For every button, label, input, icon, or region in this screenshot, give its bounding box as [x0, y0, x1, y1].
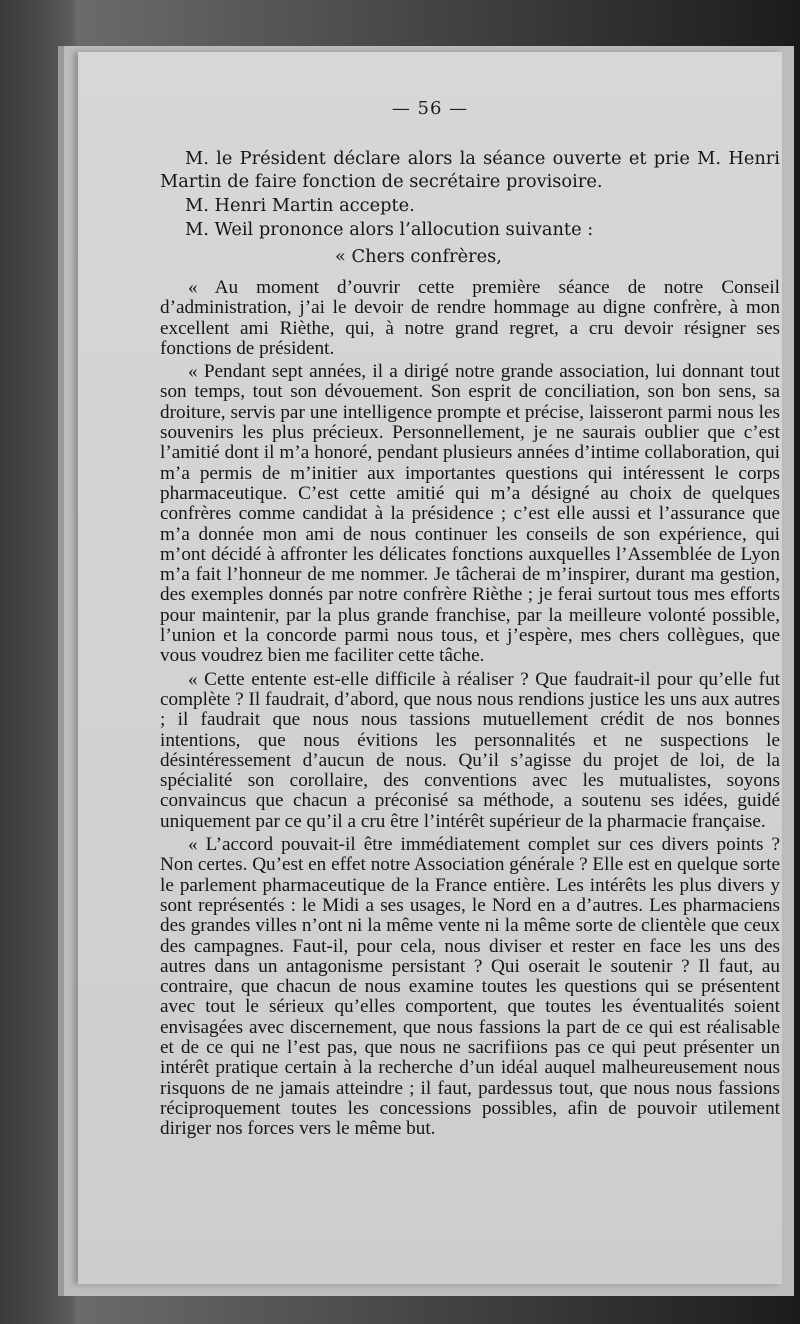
paragraph-opening: M. le Président déclare alors la séance ouverte et prie M. Henri Martin de faire fonction de secrétaire provisoire. — [160, 148, 780, 192]
speech-paragraph-seven-years: « Pendant sept années, il a dirigé notre grande association, lui donnant tout son temps, tout son dévouement. Son esprit de conciliation, son bon sens, sa droiture, servis par une intelligence prompte et précise, laisseront parmi nous les souvenirs les plus précieux. Personnellement, je ne saurais oublier que c’est l’amitié dont il m’a honoré, pendant plusieurs années d’intime collaboration, qui m’a permis de m’initier aux importantes questions qui intéressent le corps pharmaceutique. C’est cette amitié qui m’a désigné au choix de quelques confrères comme candidat à la présidence ; c’est elle aussi et l’assurance que m’a donnée mon ami de nous continuer les conseils de son expérience, qui m’ont décidé à affronter les délicates fonctions auxquelles l’Assemblée de Lyon m’a fait l’honneur de me nommer. Je tâcherai de m’inspirer, durant ma gestion, des exemples donnés par notre confrère Rièthe ; je ferai surtout tous mes efforts pour maintenir, par la plus grande franchise, par la meilleure volonté possible, l’union et la concorde parmi nous tous, et j’espère, mes chers collègues, que vous voudrez bien me faciliter cette tâche. — [160, 361, 780, 667]
body-text — [160, 147, 780, 1142]
book-page — [78, 52, 782, 1284]
paragraph-acceptance: M. Henri Martin accepte. — [185, 195, 415, 216]
speech-paragraph-entente: « Cette entente est-elle difficile à réaliser ? Que faudrait-il pour qu’elle fut complète ? Il faudrait, d’abord, que nous nous rendions justice les uns aux autres ; il faudrait que nous nous tassions mutuellement crédit de nos bonnes intentions, que nous évitions les personnalités et ne suspections le désintéressement d’aucun de nous. Qu’il s’agisse du projet de loi, de la spécialité son corollaire, des conventions avec les mutualistes, soyons convaincus que chacun a préconisé sa méthode, a soutenu ses idées, guidé uniquement par ce qu’il a cru être l’intérêt supérieur de la pharmacie française. — [160, 668, 780, 832]
speech-paragraph-accord: « L’accord pouvait-il être immédiatement complet sur ces divers points ? Non certes. Qu’est en effet notre Association générale ? Elle est en quelque sorte le parlement pharmaceutique de la France entière. Les intérêts les plus divers y sont représentés : le Midi a ses usages, le Nord en a d’autres. Les pharmaciens des grandes villes n’ont ni la même vente ni la même sorte de clientèle que ceux des campagnes. Faut-il, pour cela, nous diviser et rester en face les uns des autres dans un antagonisme persistant ? Qui oserait le soutenir ? Il faut, au contraire, que chacun de nous examine toutes les questions qui se présentent avec tout le sérieux qu’elles comportent, que toutes les éventualités soient envisagées avec discernement, que nous fassions la part de ce qui est réalisable et de ce qui ne l’est pas, que nous ne sacrifiions pas ce qui peut présenter un intérêt pratique certain à la recherche d’un idéal auquel malheureusement nous risquons de ne jamais atteindre ; il faut, pardessus tout, que nous nous fassions réciproquement toutes les concessions possibles, afin de pouvoir utilement diriger nos forces vers le même but. — [160, 834, 780, 1140]
next-page-bleed — [790, 170, 800, 1170]
page-number: — 56 — — [391, 98, 469, 119]
paragraph-allocution-intro: M. Weil prononce alors l’allocution suivante : — [185, 219, 594, 240]
speech-paragraph-homage: « Au moment d’ouvrir cette première séance de notre Conseil d’administration, j’ai le devoir de rendre hommage au digne confrère, à mon excellent ami Rièthe, qui, à notre grand regret, a cru devoir résigner ses fonctions de président. — [160, 277, 780, 359]
speech-salutation: « Chers confrères, — [335, 246, 502, 267]
